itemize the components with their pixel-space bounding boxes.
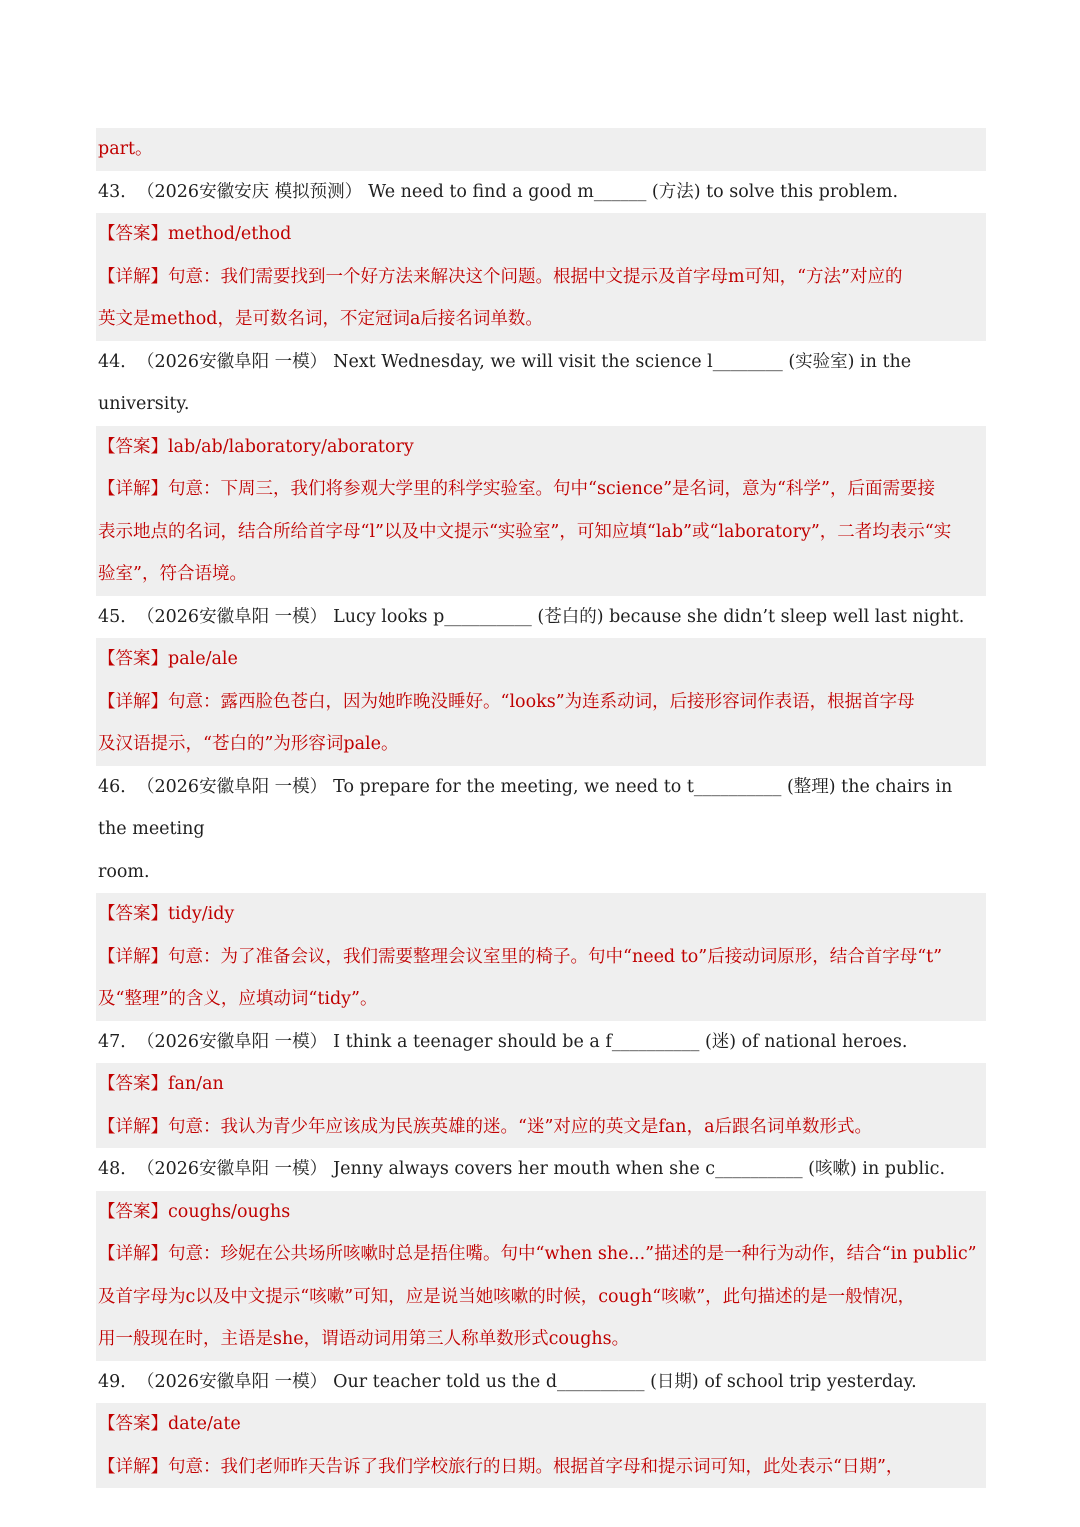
continuation-text: part。: [98, 139, 153, 159]
detail-line: [98, 936, 984, 979]
detail-48: [96, 1233, 986, 1361]
answer-text: tidy/idy: [168, 904, 235, 924]
answer-48: [96, 1191, 986, 1234]
detail-tag: 【详解】: [98, 691, 168, 712]
detail-line: [98, 1106, 984, 1149]
answer-tag: 【答案】: [98, 1074, 168, 1094]
question-source: （2026安徽阜阳 一模）: [145, 1371, 328, 1392]
question-46: [96, 766, 986, 894]
detail-line: 及首字母为c以及中文提示“咳嗽”可知，应是说当她咳嗽的时候，cough“咳嗽”，此句描述的是一般情况，: [98, 1286, 916, 1307]
question-number: 47．: [98, 1031, 138, 1052]
document-page: [96, 128, 986, 1488]
answer-tag: 【答案】: [98, 1414, 168, 1434]
question-source: （2026安徽阜阳 一模）: [145, 351, 328, 372]
detail-text: 句意：下周三，我们将参观大学里的科学实验室。句中“science”是名词，意为“科学”，后面需要接: [168, 479, 935, 499]
question-stem: Our teacher told us the d__________ (日期) of school trip yesterday.: [333, 1371, 917, 1392]
detail-45: [96, 681, 986, 766]
question-stem: Lucy looks p__________ (苍白的) because she didn’t sleep well last night.: [333, 606, 965, 627]
answer-text: date/ate: [168, 1414, 241, 1434]
detail-line: 用一般现在时，主语是she，谓语动词用第三人称单数形式coughs。: [98, 1329, 630, 1349]
detail-tag: 【详解】: [98, 266, 168, 287]
answer-tag: 【答案】: [98, 649, 168, 669]
detail-line: 及汉语提示，“苍白的”为形容词pale。: [98, 734, 399, 754]
question-number: 44．: [98, 351, 138, 372]
answer-49: [96, 1403, 986, 1446]
question-source: （2026安徽阜阳 一模）: [145, 776, 328, 797]
answer-tag: 【答案】: [98, 224, 168, 244]
detail-line: [98, 1233, 984, 1276]
detail-line: 英文是method，是可数名词，不定冠词a后接名词单数。: [98, 309, 543, 329]
answer-47: [96, 1063, 986, 1106]
detail-43: [96, 256, 986, 341]
answer-text: coughs/oughs: [168, 1201, 291, 1222]
question-49: [96, 1361, 986, 1404]
detail-line: [98, 256, 984, 299]
detail-46: [96, 936, 986, 1021]
answer-45: [96, 638, 986, 681]
detail-text: 句意：我们需要找到一个好方法来解决这个问题。根据中文提示及首字母m可知，“方法”对应的: [168, 266, 903, 287]
question-line: [98, 766, 984, 851]
answer-tag: 【答案】: [98, 904, 168, 924]
answer-text: lab/ab/laboratory/aboratory: [168, 436, 414, 457]
detail-text: 句意：露西脸色苍白，因为她昨晚没睡好。“looks”为连系动词，后接形容词作表语，根据首字母: [168, 691, 915, 712]
answer-43: [96, 213, 986, 256]
detail-tag: 【详解】: [98, 479, 168, 499]
question-stem: Next Wednesday, we will visit the science l________ (实验室) in the university.: [98, 351, 912, 414]
question-number: 46．: [98, 776, 138, 797]
question-number: 43．: [98, 181, 138, 202]
detail-text: 句意：珍妮在公共场所咳嗽时总是捂住嘴。句中“when she...”描述的是一种行为动作，结合“in public”: [168, 1244, 977, 1264]
question-source: （2026安徽阜阳 一模）: [145, 606, 328, 627]
detail-tag: 【详解】: [98, 1456, 168, 1477]
detail-line: [98, 1446, 984, 1489]
question-stem: We need to find a good m______ (方法) to solve this problem.: [368, 181, 899, 202]
question-number: 49．: [98, 1371, 138, 1392]
question-43: [96, 171, 986, 214]
answer-text: method/ethod: [168, 224, 292, 244]
detail-49: [96, 1446, 986, 1489]
question-stem-continued: room.: [98, 861, 150, 882]
detail-text: 句意：为了准备会议，我们需要整理会议室里的椅子。句中“need to”后接动词原形，结合首字母“t”: [168, 946, 943, 967]
detail-line: 表示地点的名词，结合所给首字母“l”以及中文提示“实验室”，可知应填“lab”或“laboratory”，二者均表示“实: [98, 521, 952, 542]
question-source: （2026安徽阜阳 一模）: [145, 1159, 328, 1179]
question-45: [96, 596, 986, 639]
detail-line: [98, 468, 984, 511]
detail-line: [98, 681, 984, 724]
answer-44: [96, 426, 986, 469]
detail-44: [96, 468, 986, 596]
detail-line: 验室”，符合语境。: [98, 564, 247, 584]
answer-text: pale/ale: [168, 649, 238, 669]
continuation-line: [96, 128, 986, 171]
answer-text: fan/an: [168, 1074, 224, 1094]
question-number: 48．: [98, 1159, 138, 1179]
detail-tag: 【详解】: [98, 1244, 168, 1264]
detail-tag: 【详解】: [98, 1116, 168, 1137]
question-source: （2026安徽阜阳 一模）: [145, 1031, 328, 1052]
question-stem: To prepare for the meeting, we need to t__________ (整理) the chairs in the meeting: [98, 776, 953, 839]
detail-text: 句意：我认为青少年应该成为民族英雄的迷。“迷”对应的英文是fan，a后跟名词单数形式。: [168, 1116, 873, 1137]
question-47: [96, 1021, 986, 1064]
detail-text: 句意：我们老师昨天告诉了我们学校旅行的日期。根据首字母和提示词可知，此处表示“日期”，: [168, 1456, 904, 1477]
detail-47: [96, 1106, 986, 1149]
detail-tag: 【详解】: [98, 946, 168, 967]
question-stem: I think a teenager should be a f__________ (迷) of national heroes.: [333, 1031, 908, 1052]
answer-tag: 【答案】: [98, 1201, 168, 1222]
question-stem: Jenny always covers her mouth when she c__________ (咳嗽) in public.: [333, 1159, 946, 1179]
detail-line: 及“整理”的含义，应填动词“tidy”。: [98, 989, 378, 1009]
question-48: [96, 1148, 986, 1191]
question-44: [96, 341, 986, 426]
question-source: （2026安徽安庆 模拟预测）: [145, 181, 363, 202]
answer-46: [96, 893, 986, 936]
question-number: 45．: [98, 606, 138, 627]
answer-tag: 【答案】: [98, 436, 168, 457]
